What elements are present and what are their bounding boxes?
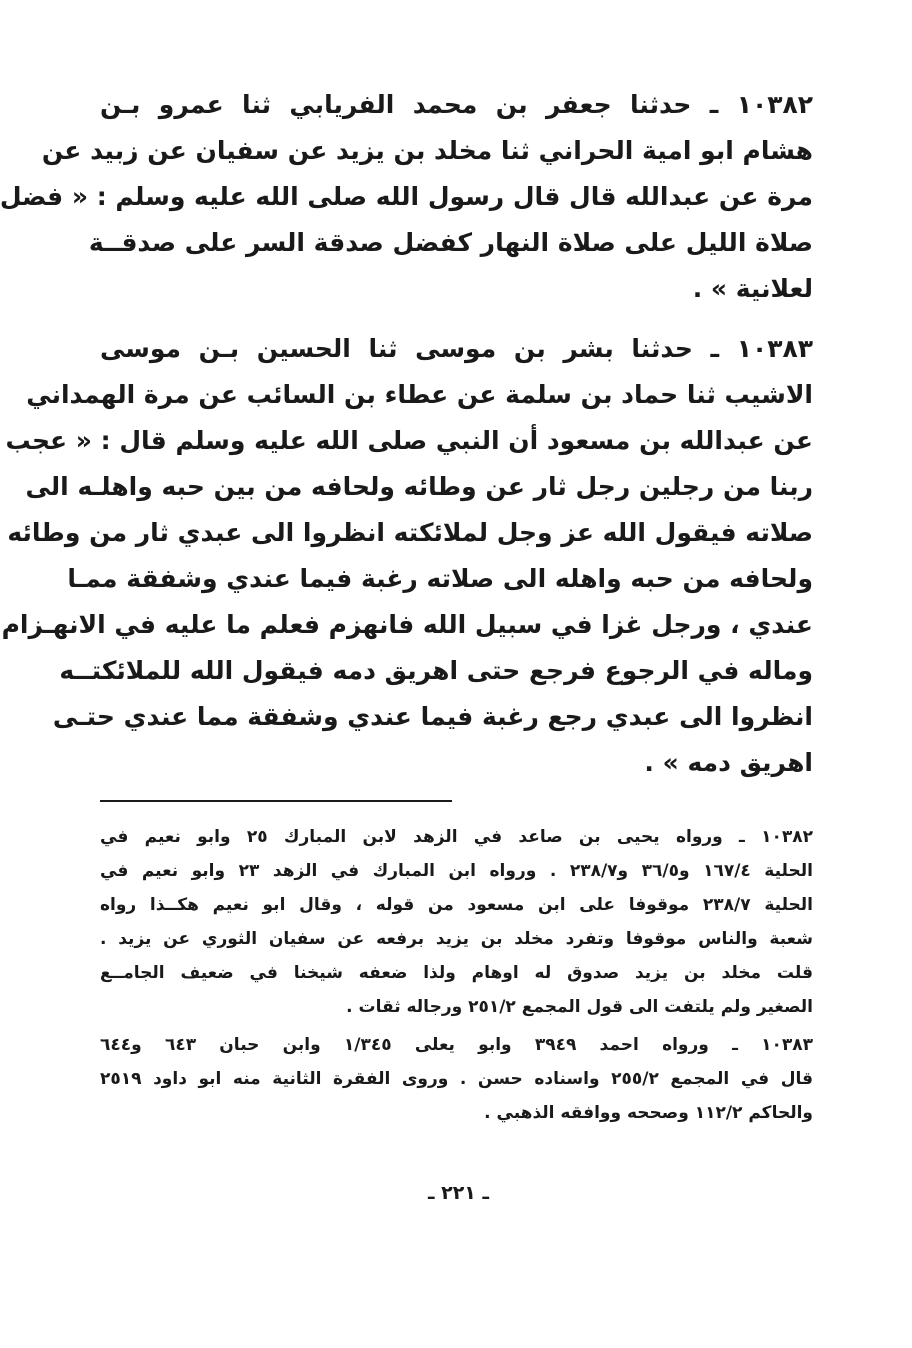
text-line: اهريق دمه » . — [644, 748, 813, 777]
text-line: صلاة الليل على صلاة النهار كفضل صدقة السر على صدقــة — [88, 228, 813, 257]
text-line: مرة عن عبدالله قال قال رسول الله صلى الله عليه وسلم : « فضل — [0, 182, 813, 211]
footnote-line: الحلية ١٦٧/٤ و٣٦/٥ و٢٣٨/٧ . ورواه ابن المبارك في الزهد ٢٣ وابو نعيم في — [100, 861, 813, 881]
text-line: ١٠٣٨٢ ـ حدثنا جعفر بن محمد الفريابي ثنا عمرو بـن — [100, 90, 813, 119]
hadith-10382 — [0, 82, 813, 312]
footnote-line: قال في المجمع ٢٥٥/٢ واسناده حسن . وروى الفقرة الثانية منه ابو داود ٢٥١٩ — [100, 1069, 813, 1089]
text-line: عندي ، ورجل غزا في سبيل الله فانهزم فعلم ما عليه في الانهـزام — [1, 610, 813, 639]
footnote-line: الحلية ٢٣٨/٧ موقوفا على ابن مسعود من قوله ، وقال ابو نعيم هكــذا رواه — [100, 895, 813, 915]
footnote-10382 — [100, 820, 813, 1024]
hadith-10383 — [1, 326, 813, 786]
footnote-line: والحاكم ١١٢/٢ وصححه ووافقه الذهبي . — [484, 1103, 813, 1123]
text-line: ولحافه من حبه واهله الى صلاته رغبة فيما عندي وشفقة ممـا — [67, 564, 813, 593]
footnote-line: الصغير ولم يلتفت الى قول المجمع ٢٥١/٢ ورجاله ثقات . — [346, 997, 813, 1017]
footnote-line: قلت مخلد بن يزيد صدوق له اوهام ولذا ضعفه شيخنا في ضعيف الجامــع — [100, 963, 813, 983]
text-line: وماله في الرجوع فرجع حتى اهريق دمه فيقول الله للملائكتــه — [59, 656, 813, 685]
text-line: هشام ابو امية الحراني ثنا مخلد بن يزيد عن سفيان عن زبيد عن — [41, 136, 813, 165]
footnote-10383 — [100, 1028, 813, 1130]
text-line: صلاته فيقول الله عز وجل لملائكته انظروا الى عبدي ثار من وطائه — [7, 518, 813, 547]
footnote-divider — [100, 800, 452, 802]
footnote-line: ١٠٣٨٣ ـ ورواه احمد ٣٩٤٩ وابو يعلى ١/٣٤٥ وابن حبان ٦٤٣ و٦٤٤ — [100, 1035, 813, 1055]
text-line: عن عبدالله بن مسعود أن النبي صلى الله عليه وسلم قال : « عجب — [5, 426, 813, 455]
footnote-line: ١٠٣٨٢ ـ ورواه يحيى بن صاعد في الزهد لابن المبارك ٢٥ وابو نعيم في — [100, 827, 813, 847]
text-line: ربنا من رجلين رجل ثار عن وطائه ولحافه من بين حبه واهلـه الى — [25, 472, 813, 501]
page-body — [0, 82, 813, 1134]
text-line: لعلانية » . — [692, 274, 813, 303]
text-line: ١٠٣٨٣ ـ حدثنا بشر بن موسى ثنا الحسين بـن موسى — [100, 334, 813, 363]
text-line: الاشيب ثنا حماد بن سلمة عن عطاء بن السائب عن مرة الهمداني — [26, 380, 813, 409]
text-line: انظروا الى عبدي رجع رغبة فيما عندي وشفقة مما عندي حتـى — [52, 702, 813, 731]
page-number: ـ ٢٢١ ـ — [427, 1182, 489, 1204]
footnote-line: شعبة والناس موقوفا وتفرد مخلد بن يزيد برفعه عن سفيان الثوري عن يزيد . — [100, 929, 813, 949]
